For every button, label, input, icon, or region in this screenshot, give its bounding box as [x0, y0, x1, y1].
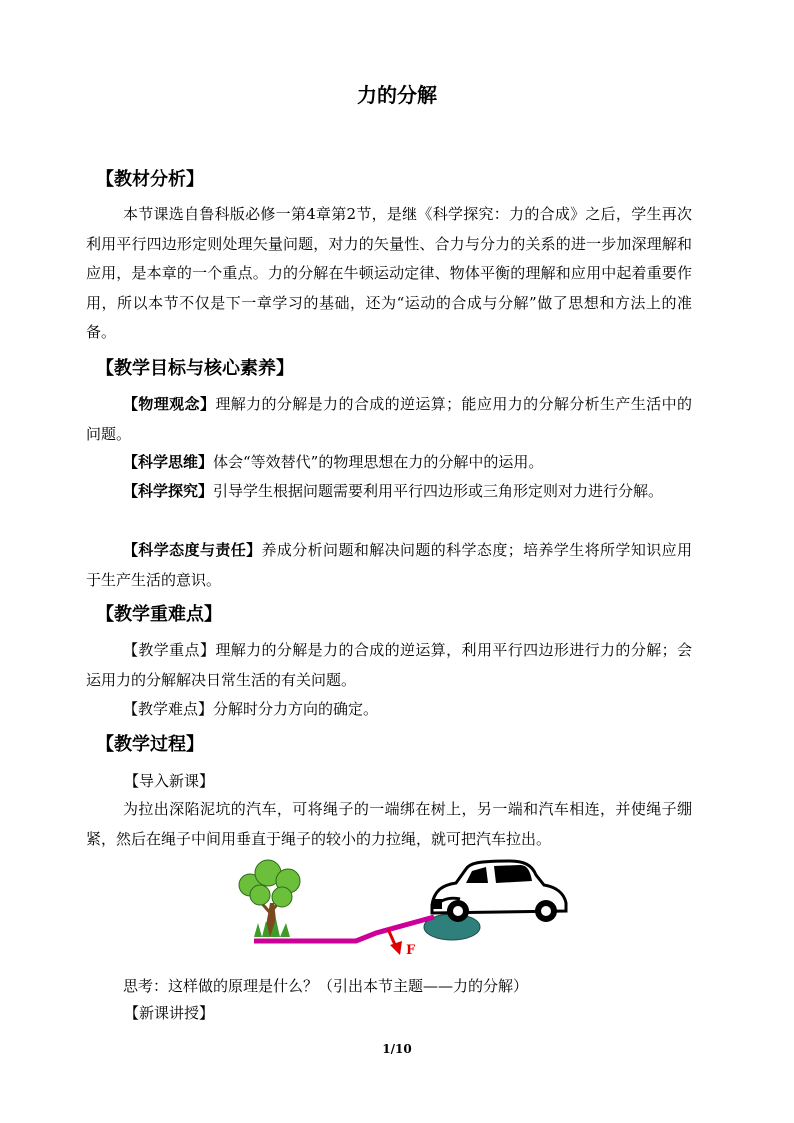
- goal-tag: 【物理观念】: [123, 395, 216, 413]
- keypoint-tag: 【教学难点】: [123, 700, 214, 718]
- intro-label: 【导入新课】: [124, 772, 215, 790]
- force-arrow-icon: [388, 929, 402, 955]
- page-title: 力的分解: [357, 83, 437, 107]
- section-heading-analysis: 【教材分析】: [96, 169, 204, 190]
- goal-scientific-inquiry: [86, 477, 692, 507]
- car-rope-tree-figure: [220, 855, 580, 965]
- car-icon: [432, 861, 566, 922]
- think-question: 思考：这样做的原理是什么？（引出本节主题——力的分解）: [123, 977, 529, 995]
- force-label: F: [406, 943, 416, 958]
- keypoint-difficulty: [86, 695, 692, 725]
- goal-tag: 【科学探究】: [123, 482, 214, 500]
- goal-tag: 【科学态度与责任】: [123, 541, 262, 559]
- new-lesson-label: 【新课讲授】: [124, 1004, 215, 1022]
- tree-icon: [239, 860, 300, 937]
- goal-physics-concept: [86, 390, 692, 449]
- keypoint-tag: 【教学重点】: [123, 641, 216, 659]
- keypoint-text: 分解时分力方向的确定。: [213, 700, 379, 718]
- goal-text: 理解力的分解是力的合成的逆运算；能应用力的分解分析生产生活中的问题。: [86, 395, 692, 443]
- keypoint-text: 理解力的分解是力的合成的逆运算，利用平行四边形进行力的分解；会运用力的分解解决日常生活的有关问题。: [86, 641, 692, 689]
- goal-text: 养成分析问题和解决问题的科学态度；培养学生将所学知识应用于生产生活的意识。: [86, 541, 692, 589]
- rope: [254, 917, 434, 941]
- goal-text: 体会“等效替代”的物理思想在力的分解中的运用。: [213, 453, 544, 471]
- goal-text: 引导学生根据问题需要利用平行四边形或三角形定则对力进行分解。: [213, 482, 664, 500]
- page-number: 1/10: [382, 1042, 412, 1056]
- keypoint-focus: [86, 636, 692, 695]
- goal-scientific-thinking: [86, 448, 692, 478]
- section-heading-process: 【教学过程】: [96, 734, 204, 755]
- intro-paragraph: 为拉出深陷泥坑的汽车，可将绳子的一端绑在树上，另一端和汽车相连，并使绳子绷紧，然后在绳子中间用垂直于绳子的较小的力拉绳，就可把汽车拉出。: [86, 800, 692, 848]
- analysis-paragraph: 本节课选自鲁科版必修一第4章第2节，是继《科学探究：力的合成》之后，学生再次利用平行四边形定则处理矢量问题，对力的矢量性、合力与分力的关系的进一步加深理解和应用，是本章的一个重点。力的分解在牛顿运动定律、物体平衡的理解和应用中起着重要作用，所以本节不仅是下一章学习的基础，还为“运动的合成与分解”做了思想和方法上的准备。: [86, 205, 692, 341]
- goal-attitude-responsibility: [86, 536, 692, 595]
- section-heading-goals: 【教学目标与核心素养】: [96, 358, 294, 379]
- goal-tag: 【科学思维】: [123, 453, 214, 471]
- section-heading-keypoints: 【教学重难点】: [96, 604, 222, 625]
